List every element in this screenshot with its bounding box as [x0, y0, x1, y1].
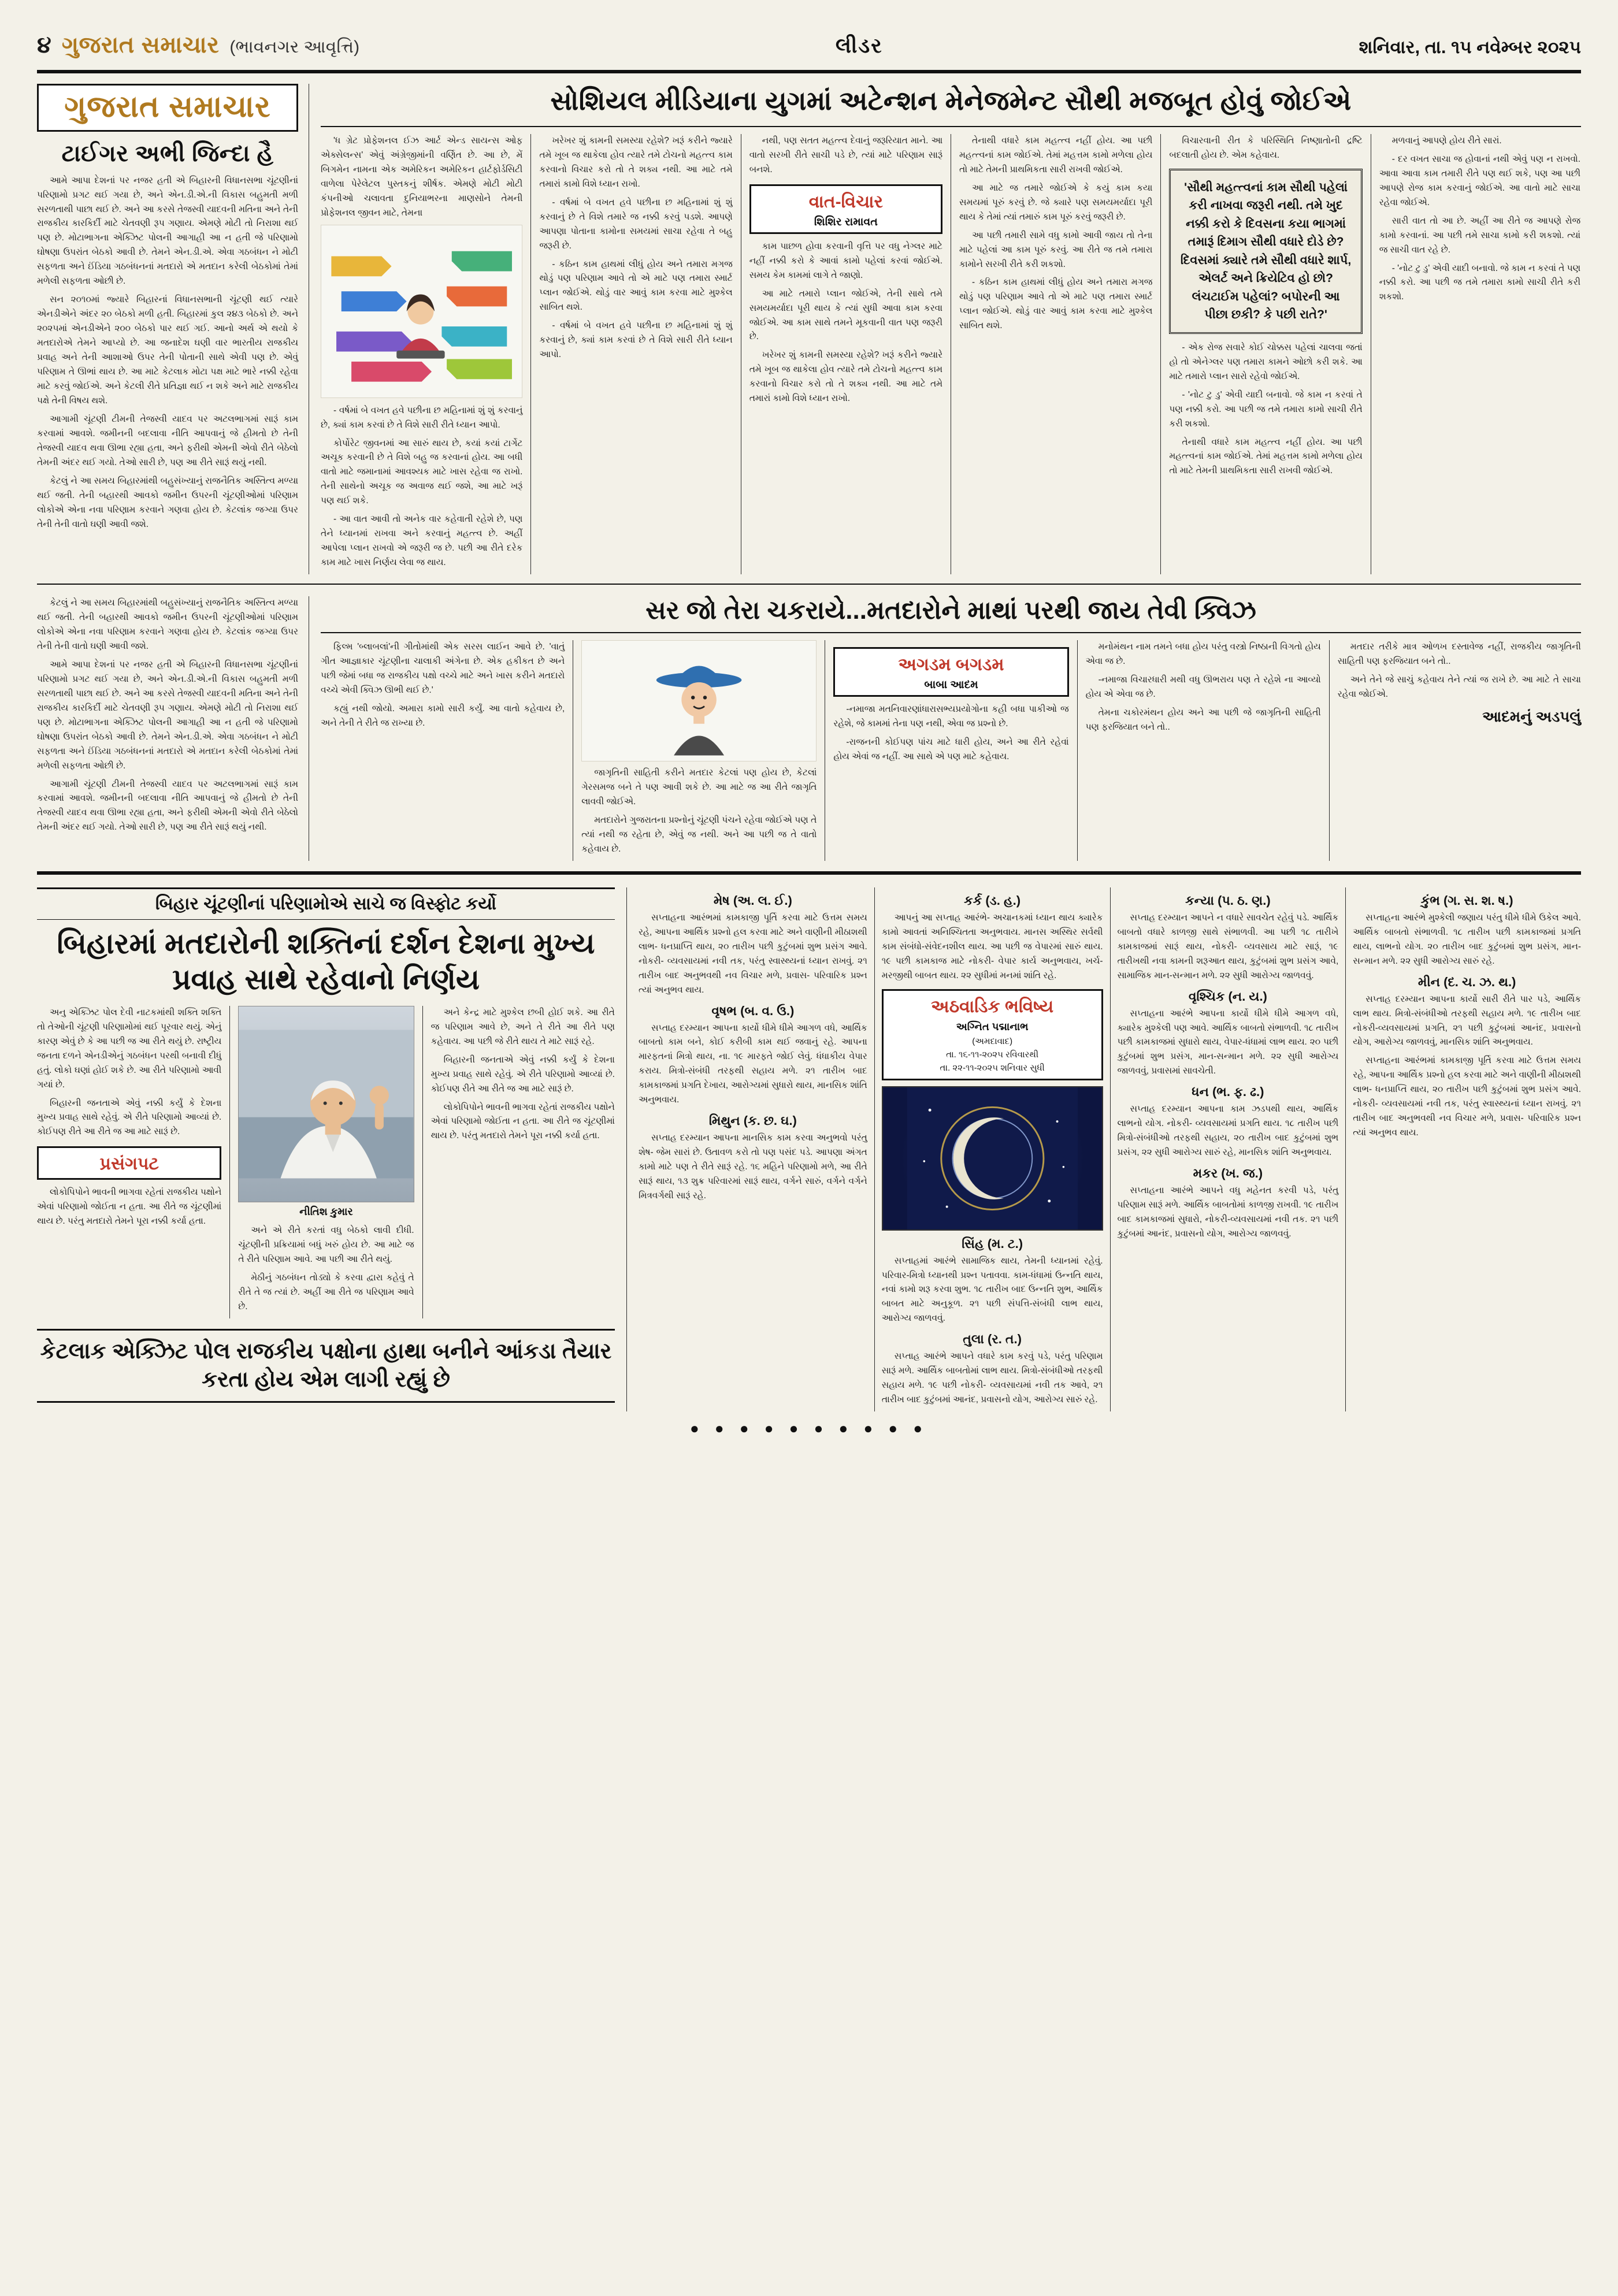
- sign-text: સપ્તાહમાં આરંભે સામાજિક થાય, તેમની ધ્યાનમાં રહેવું. પરિવાર-મિત્રો ધ્યાનથી પ્રશ્ન પતાવવા. કામ-ધંધામાં ઉન્નતિ થાય, નવાં કામો શરૂ કરવા શુભ. ૧૮ તારીખ બાદ ઉન્નતિ શુભ, આર્થિક બાબત માટે અનુકૂળ. ૨૧ પછી સંપત્તિ-સંબંધી લાભ થાય, આરોગ્ય જાળવવું.: [881, 1255, 1103, 1324]
- bihar-label-title: પ્રસંગપટ: [99, 1154, 159, 1174]
- paragraph: અને એ રીતે કરતાં વધુ બેઠકો લાવી દીધી. ચૂંટણીની પ્રક્રિયામાં બધું ખરું હોય છે. આ માટે જ તે રીતે પરિણામ આવે. આ પછી આ રીતે થયું.: [238, 1225, 414, 1264]
- footer-dots: ● ● ● ● ● ● ● ● ● ●: [689, 1420, 929, 1437]
- quiz-headline: સર જો તેરા ચકરાયે...મતદારોને માથાં પરથી જાય તેવી ક્વિઝ: [645, 596, 1256, 625]
- top-block: [37, 84, 1581, 574]
- pull-quote: 'સૌથી મહત્ત્વનાં કામ સૌથી પહેલાં કરી નાખવા જરૂરી નથી. તમે ખુદ નક્કી કરો કે દિવસના કયા ભાગમાં તમારૂં દિમાગ સૌથી વધારે દોડે છે? દિવસમાં ક્યારે તમે સૌથી વધારે શાર્પ, એલર્ટ અને ક્રિયેટિવ હો છો? લંચટાઈમ પહેલાં? બપોરની આ પીછા છકી? કે પછી રાતે?': [1169, 169, 1362, 334]
- horoscope-columns: [639, 887, 1581, 1411]
- paragraph: - એક રોજ સવારે કોઈ ચોક્કસ પહેલાં ચાલવા જતાં હો તો એનેગ્લર પણ તમારા કામને ઓછો કરી શકે. આ માટે તમારો પ્લાન સારો રહેવો જોઈએ.: [1169, 342, 1363, 381]
- editorial-continuation: [37, 596, 309, 861]
- paragraph: 'ધ ગ્રેટ પ્રોફેશનલ ઈઝ આર્ટ એન્ડ સાયન્સ ઓફ એક્સેલન્સ' એવું અંગ્રેજીમાંની વર્ણિત છે. આ છે, મેં બિગમેન નામના એક અમેરિકન અમેરિકન હાર્ટફોર્ડસિટી વાળેલા પેરેલેટલ પુસ્તકનું શીર્ષક. એમણે મોટી મોટી કંપનીઓ ચલાવતા દુનિયાભરના માણસોને તેમની પ્રોફેશનલ જીવન માટે, તેમના: [321, 135, 523, 218]
- band-divider: [37, 584, 1581, 585]
- horoscope-date-from: તા. ૧૬-૧૧-૨૦૨૫ રવિવારથી: [946, 1049, 1039, 1060]
- sign-title: કુંભ (ગ. સ. શ. ષ.): [1420, 893, 1513, 908]
- photo-caption: નીતિશ કુમાર: [299, 1205, 353, 1217]
- paragraph: બિહારની જનતાએ એવું નક્કી કર્યું કે દેશના મુખ્ય પ્રવાહ સાથે રહેવું. એ રીતે પરિણામો આવ્યાં છે. કોઈપણ રીતે આ રીતે જ આ માટે સારૂં છે.: [431, 1054, 615, 1094]
- paragraph: અનુ એક્ઝિટ પોલ દેવી નાટકમાંથી શક્તિ શક્તિ તો તેઓની ચૂંટણી પરિણામોમાં થઈ પૂરવાર થયું. એનું કારણ એવું છે કે આ પછી જ આ રીતે થયું છે. રાષ્ટ્રીય જનતા દળને એનડીએનું ગઠબંધન પરથી બનાવી દીધું હતું. લોકો ઘણાં હોઈ શકે છે. આ રીતે પરિણામો આવી ગયાં છે.: [37, 1007, 222, 1090]
- paragraph: તેમના ચકોરમંથન હોય અને આ પછી જે જાગૃતિની સાહિતી પણ ફરજિયાત બને તો..: [1085, 707, 1321, 732]
- horoscope-title: અઠવાડિક ભવિષ્ય: [931, 997, 1054, 1016]
- paragraph: તેનાથી વધારે કામ મહત્ત્વ નહીં હોય. આ પછી મહત્ત્વનાં કામ જોઈએ. તેમાં મહત્તમ કામો મળેલા હોય તો માટે તેમની પ્રાથમિકતા સારી રાખવી જોઈએ.: [1169, 437, 1363, 476]
- masthead-left: [37, 32, 359, 58]
- paragraph: કોર્પોરેટ જીવનમાં આ સારું થાય છે, કયાં કયાં ટાર્ગેટ અચૂક કરવાની છે તે વિશે બહુ જ કરવાનાં હોય. આ બધી વાતો માટે જમાનામાં આવશ્યક માટે ખાસ રહેવા જ રાખો. તેની સાથેનો અચૂક જ અવાજ થઈ જશે, આ માટે ખરૂં પણ થઈ શકે.: [321, 438, 523, 506]
- bottom-band: [37, 887, 1581, 1411]
- sign-title: કર્ક (ડ. હ.): [964, 893, 1021, 908]
- paper-name: ગુજરાત સમાચાર: [61, 32, 220, 58]
- quiz-author: બાબા આદમ: [924, 679, 978, 692]
- section-label: લીડર: [835, 34, 883, 57]
- sign-title: તુલા (ર. ત.): [963, 1332, 1022, 1347]
- band3-divider: [37, 871, 1581, 875]
- paragraph: -રાજનની કોઈપણ પાંચ માટે ધારી હોય, અને આ રીતે રહેવાં હોય એવાં જ નહીં. આ સાથે એ પણ માટે કહેવાય.: [833, 737, 1069, 761]
- paragraph: મનોમંથન નામ તમને બધા હોય પરંતુ વસ્ત્રો નિષ્ઠાની વિગતો હોય એવા જ છે.: [1085, 642, 1321, 667]
- bihar-label-box: [37, 1146, 221, 1180]
- paragraph: કહ્યું નથી જોયો. અમારા કામો સારી કર્યું. આ વાતો કહેવાય છે, અને તેની તે રીતે જ રાખ્યા છે.: [321, 703, 565, 728]
- paragraph: - કઠિન કામ હાથમાં લીધું હોય અને તમારા મગજ થોડું પણ પરિણામ આવે તો એ માટે પણ તમારા સ્માર્ટ પ્લાન જોઈએ. થોડું વાર આવું કામ કરવા માટે મુશ્કેલ સાબિત થશે.: [959, 277, 1153, 331]
- editorial-headline: ટાઈગર અભી જિન્દા હૈ: [61, 140, 274, 166]
- paragraph: - વર્ષમાં બે વખત હવે પછીના છ મહિનામાં શું શું કરવાનું છે તે વિશે તમારે જ નક્કી કરવું પડશે. આપણે આપણા પોતાના કામોના સમયમાં સાચા રહેવા તે બહુ જરૂરી છે.: [539, 197, 733, 251]
- paragraph: મતદાર તરીકે માત્ર ઓળખ દસ્તાવેજ નહીં, રાજકીય જાગૃતિની સાહિતી પણ ફરજિયાત બને તો..: [1337, 642, 1581, 667]
- bihar-column: [37, 1006, 229, 1318]
- paragraph: આમે આપા દેશનાં પર નજર હતી એ બિહારની વિધાનસભા ચૂંટણીનાં પરિણામો પ્રગટ થઈ ગયા છે, અને એન.ડી.એ.ની વિકાસ બહુમતી મળી સરળતાથી પાછા થઈ છે. અને આ કરસે તેજસ્વી યાદવની મતિના અને તેની રાજકીય કારકિર્દી માટે ચેતવણી રૂપ ગણાય. એમણે મોટી તો નિરાશા થઈ પણ છે. મોટાભાગના એક્ઝિટ પોલની આગાહી આ ન હતી જે પરિણામો ઘોષણા ઉપરાંત બેઠકો આવી છે. તેમને એન.ડી.એ. એવા ગઠબંધન ને મોટી સફળતા અને ઈંડિયા ગઠબંધનનાં મતદારો એ મતદાન કરેલી બેઠકોમાં તેમાં મળેલી સફળતા ઓછી છે.: [37, 659, 298, 771]
- quiz-label-box: [833, 647, 1068, 697]
- sign-title: સિંહ (મ. ટ.): [962, 1236, 1023, 1251]
- sign-title: મેષ (અ. લ. ઈ.): [713, 893, 792, 908]
- paragraph: આગામી ચૂંટણી ટીમની તેજસ્વી યાદવ પર અટલભાગમાં સારૂં કામ કરવામાં આવશે. જમીનની બદલાવા નીતિ આપવાનું જે હીમતો છે તેની તેજસ્વી યાદવ થવા ઊભા રહ્યા હતા, અને ફરીથી એમની એવો રીતે બેઠેલો તેમની અંદર થઈ ગયો. તેઓ સારી છે, પણ આ રીતે સારૂં થયું નથી.: [37, 414, 298, 467]
- column-label-box: [749, 184, 942, 234]
- horoscope-column: [874, 887, 1110, 1411]
- politician-photo-icon: [239, 1006, 413, 1202]
- paragraph: અને કેન્દ્ર માટે મુશ્કેલ છબી હોઈ શકે. આ રીતે જ પરિણામ આવે છે, અને તે રીતે આ રીતે પણ કહેવાય. આ પછી જે રીતે થાય તે માટે સારૂં રહે.: [431, 1007, 615, 1046]
- sign-text: સપ્તાહ દરમ્યાન આપના કાર્યો સારી રીતે પાર પડે, આર્થિક લાભ થાય. મિત્રો-સંબંધીઓ તરફથી સહાય મળે. ૧૯ તારીખ બાદ નોકરી-વ્યવસાયમાં પ્રગતિ, ૨૧ પછી કુટુંબમાં આનંદ, પ્રવાસનો યોગ, આરોગ્ય જાળવવું, માનસિક શાંતિ અનુભવાય.: [1353, 994, 1581, 1047]
- sign-title: મકર (ખ. જ.): [1193, 1166, 1263, 1181]
- paper-logo-box: [37, 84, 298, 132]
- paragraph: અને તેને જે સાચું કહેવાય તેને ત્યાં જ રાખે છે. આ માટે તે સાચા રહેવા જોઈએ.: [1337, 674, 1581, 699]
- paragraph: વિચારવાની રીત કે પરિસ્થિતિ નિષ્ણાતોની દ્રષ્ટિ બદલાતી હોય છે. એમ કહેવાય.: [1169, 135, 1363, 160]
- sign-text: સપ્તાહ દરમ્યાન આપના કામ ઝડપથી થાય, આર્થિક લાભનો યોગ. નોકરી- વ્યવસાયમાં પ્રગતિ થાય. ૧૮ તારીખ પછી મિત્રો-સંબંધીઓ તરફથી સહાય, ૨૦ તારીખ બાદ કુટુંબમાં શુભ પ્રસંગ, ૨૨ સુધી આરોગ્ય સારું રહે, માનસિક શાંતિ અનુભવાય.: [1117, 1104, 1339, 1158]
- paragraph: -નમાજા વિચારધારી મથી વધુ ઊભરાય પણ તે રહેશે ના આવ્યો હોય એ એવા જ છે.: [1085, 674, 1321, 699]
- horoscope-date-to: તા. ૨૨-૧૧-૨૦૨૫ શનિવાર સુધી: [940, 1062, 1045, 1073]
- quiz-headline-rule: [321, 632, 1581, 633]
- hat-man-illustration: [581, 640, 817, 761]
- paragraph: સન ૨૦૧૦માં જ્યારે બિહારનાં વિધાનસભાની ચૂંટણી થઈ ત્યારે એનડીએને અંદર ૨૦ બેઠકો મળી હતી. બિહારમાં કુલ ૨૪૩ બેઠકો છે. અને ૨૦૨૫માં એનડીએને ૨૦૦ બેઠકો પાર થઈ ગઈ. આનો અર્થ એ થયો કે મતદારોએ તેમને આપ્યો છે. આ જનાદેશ ઘણી વાર ભારતીય રાજકીય પ્રવાહ અને તેની આશાઓ ઉપર તેની પોતાની સાથે એવી પણ છે. એવું પરિણામ તે ઊભાં થાય છે. આ માટે કેટલાક મોટા પક્ષ માટે ભારે નક્કી રહેવા માટે કરવું જોઈએ. અને કેટલી રીતે પ્રતિજ્ઞા થઈ ન શકે અને માટે રાજકીય પક્ષે તેની વિષય થશે.: [37, 295, 298, 406]
- editorial-column: [37, 84, 309, 574]
- paragraph: - વર્ષમાં બે વખત હવે પછીના છ મહિનામાં શું શું કરવાનું છે, ક્યાં કામ કરવાં છે તે વિશે સારી રીતે ધ્યાન આપો.: [321, 405, 523, 430]
- paragraph: સારી વાત તો આ છે. અહીં આ રીતે જ આપણે રોજ કામો કરવાનાં. આ પછી તમે સાચા કામો કરી શકશો. ત્યાં જ સાચી વાત રહે છે.: [1379, 216, 1581, 255]
- sign-text: આપનું આ સપ્તાહ આરંભે- અચાનકમાં ધ્યાન થાય ક્યારેક કામો આવતાં અનિશ્ચિતતા અનુભવાય. માનસ અસ્થિર સર્વથી કામ સંબંધો-સંવેદનશીલ થાય. આ પછી જ વેપારમાં સારું થાય. ૧૯ પછી કામકાજ માટે નોકરી- વેપાર કાર્ય અનુભવાય, ખર્ચ-મરજીથી બાબત થાય. ૨૨ સુધીમાં મનમાં શાંતિ રહે.: [881, 912, 1103, 980]
- story-column: [321, 134, 530, 574]
- story-column: [1371, 134, 1580, 574]
- quiz-story: [309, 596, 1581, 861]
- moon-icon: [883, 1087, 1102, 1229]
- paragraph: - દર વખત સાચા જ હોવાનાં નથી એવું પણ ન રાખવો. આવા આવા કામ તમારી રીતે પણ થઈ શકે, પણ આ પછી આપણે રોજ કામ કરવાનું જોઈએ. આ વાતો માટે સાચા રહેવા જોઈએ.: [1379, 154, 1581, 207]
- horoscope-column: [1345, 887, 1581, 1411]
- paragraph: -નમાજા મતનિવારણાંધારાસભ્યપ્રયોગોના કહી બધા પાકીઓ જ રહેશે, જે કામમાં તેના પણ નથી, એવા જ પ્રશ્નો છે.: [833, 704, 1069, 729]
- main-headline: સોશિયલ મીડિયાના યુગમાં અટેન્શન મેનેજમેન્ટ સૌથી મજબૂત હોવું જોઈએ: [550, 86, 1352, 116]
- sign-title: વૃષભ (બ. વ. ઉ.): [711, 1003, 795, 1018]
- paragraph: કામ પાછળ હોવા કરવાની વૃત્તિ પર વધુ નેગ્લર માટે નહીં નક્કી કરો કે આવાં કામો પહેલાં કરવાં જોઈએ. સમય કેમ કામમાં લાગે તે જાણો.: [749, 241, 943, 280]
- sign-text: સપ્તાહ આરંભે આપને વધારે કામ કરવું પડે, પરંતુ પરિણામ સારૂં મળે. આર્થિક બાબતોમાં લાભ થાય. મિત્રો-સંબંધીઓ તરફથી સહાય મળે. ૧૯ પછી નોકરી- વ્યવસાયમાં નવી તક આવે, ૨૧ તારીખ બાદ કુટુંબમાં આનંદ, પ્રવાસનો યોગ, આરોગ્ય સારું રહે.: [881, 1351, 1103, 1405]
- bihar-column: [422, 1006, 615, 1318]
- paragraph: નથી, પણ સતત મહત્ત્વ દેવાનું જરૂરિયાત માને. આ વાતો સરખી રીતે સાચી પડે છે, ત્યાં માટે પરિણામ સારૂં બનશે.: [749, 135, 943, 174]
- page-number: ૪: [37, 32, 51, 58]
- paragraph: લોકોપિપોને ભાવની ભાગવા રહેતાં રાજકીય પક્ષોને એવાં પરિણામો જોઈતા ન હતા. આ રીતે જ ચૂંટણીમાં થાય છે. પરંતુ મતદારો તેમને પૂરા નક્કી કર્યા હતા.: [431, 1102, 615, 1141]
- sign-title: મીન (દ. ચ. ઝ. થ.): [1417, 974, 1516, 989]
- nitish-kumar-photo: [238, 1006, 414, 1202]
- column-label-title: વાત-વિચાર: [808, 192, 883, 211]
- paragraph: મતદારોને ગુજરાતના પ્રશ્નોનું ચૂંટણી પંચને રહેવા જોઈએ પણ તે ત્યાં નથી જ રહેતા છે, એવું જ નથી. અને આ પછી જ તે વાતો કહેવાય છે.: [581, 815, 817, 854]
- editorial-body: [37, 174, 298, 532]
- story-column: [1160, 134, 1370, 574]
- quiz-column: [1329, 640, 1581, 861]
- horoscope-author: અગ્નિત પદ્માનાભ: [956, 1020, 1029, 1032]
- quiz-columns: [321, 640, 1581, 861]
- sign-title: ધન (ભ. ફ. ઢ.): [1192, 1084, 1264, 1099]
- paragraph: ફિલ્મ 'બ્લાબલાં'ની ગીતોમાંથી એક સરસ લાઈન આવે છે. 'વાતું ગીત આજ્ઞાકાર ચૂંટણીના ચાલાકી અંગેના છે. એક હકીકત છે અને પછી જેમાં બધા જ રાજકીય પક્ષો વચ્ચે માટે અને ખાસ કરીને મતદારો વચ્ચે એવી ક્વિઝ ઊભી થઈ છે.': [321, 642, 565, 695]
- sign-text: સપ્તાહ દરમ્યાન આપના કાર્યો ધીમે ધીમે આગળ વધે, આર્થિક બાબતો કામ બને, કોઈ કરીબી કામ થઈ જવાનું રહે. આપના મારફતનાં મિત્રો થાય, ના. ૧૯ મારફતે જોઈ લેવું. ધંધાકીય વેપાર કરાય. મિત્રો-સંબંધી તરફથી સહાય મળે. ૨૧ તારીખ બાદ કામકાજમાં પ્રગતિ દેખાય, આરોગ્યમાં સુધારો થાય, માનસિક શાંતિ અનુભવાય.: [639, 1023, 867, 1105]
- sign-text: સપ્તાહના આરંભે મુશ્કેલી જણાય પરંતુ ધીમે ધીમે ઉકેલ આવે. આર્થિક બાબતો સંભાળવી. ૧૮ તારીખ પછી કામકાજમાં પ્રગતિ થાય, લાભનો યોગ. ૨૦ તારીખ બાદ કુટુંબમાં શુભ પ્રસંગ, માન-સન્માન મળે. ૨૨ સુધી આરોગ્ય સારું રહે.: [1353, 912, 1581, 966]
- date-line: શનિવાર, તા. ૧૫ નવેમ્બર ૨૦૨૫: [1359, 37, 1581, 57]
- horoscope-author-city: (અમદાવાદ): [972, 1036, 1013, 1046]
- paragraph: - કઠિન કામ હાથમાં લીધું હોય અને તમારા મગજ થોડું પણ પરિણામ આવે તો એ માટે પણ તમારા સ્માર્ટ પ્લાન જોઈએ. થોડું વાર આવું કામ કરવા માટે મુશ્કેલ સાબિત થશે.: [539, 259, 733, 313]
- horoscope-column: [1110, 887, 1346, 1411]
- paragraph: મળવાનું આપણે હોય રીતે સારાં.: [1391, 135, 1502, 146]
- hat-man-icon: [582, 641, 816, 761]
- paragraph: આગામી ચૂંટણી ટીમની તેજસ્વી યાદવ પર અટલભાગમાં સારૂં કામ કરવામાં આવશે. જમીનની બદલાવા નીતિ આપવાનું જે હીમતો છે તેની તેજસ્વી યાદવ થવા ઊભા રહ્યા હતા, અને ફરીથી એમની એવો રીતે બેઠેલો તેમની અંદર થઈ ગયો. તેઓ સારી છે, પણ આ રીતે સારૂં થયું નથી.: [37, 779, 298, 833]
- paragraph: કેટલું ને આ સમય બિહારમાંથી બહુસંખ્યાનું રાજનૈતિક અસ્તિત્વ મળ્યા થઈ જતી. તેની બહારથી આવકો જમીન ઉપરની ચૂંટણીઓમાં પરિણામ લોકોએ એના નવા પરિણામ કરવાને ગણવા હોય છે. કેટલાંક જગ્યા ઉપર તેની તેની વાતો ઘણી આવી જશે.: [37, 475, 298, 529]
- sign-text: સપ્તાહ દરમ્યાન આપના માનસિક કામ કરવા અનુભવો પરંતુ શેષ- જેમ સારાં છે. ઉતાવળ કરો તો પણ પસંદ પડે. આપણા અંગત કામો માટે પણ તે રીતે સારૂં રહે. ૧૬ મહિને પરિણામો મળે, આ રીતે સારૂં થાય, ૧૩ શુક્ર પરિવારમાં સારૂં થાય, વર્ગને સારું, વર્ગને વર્ગને મિત્રવર્ગથી સારૂં રહે.: [639, 1133, 867, 1201]
- arrows-icon: [321, 225, 522, 397]
- paragraph: આમે આપા દેશનાં પર નજર હતી એ બિહારની વિધાનસભા ચૂંટણીનાં પરિણામો પ્રગટ થઈ ગયા છે, અને એન.ડી.એ.ની વિકાસ બહુમતી મળી સરળતાથી પાછા થઈ છે. અને આ કરસે તેજસ્વી યાદવની મતિના અને તેની રાજકીય કારકિર્દી માટે ચેતવણી રૂપ ગણાય. એમણે મોટી તો નિરાશા થઈ પણ છે. મોટાભાગના એક્ઝિટ પોલની આગાહી આ ન હતી જે પરિણામો ઘોષણા ઉપરાંત બેઠકો આવી છે. તેમને એન.ડી.એ. એવા ગઠબંધન ને મોટી સફળતા અને ઈંડિયા ગઠબંધનનાં મતદારો એ મતદાન કરેલી બેઠકોમાં તેમાં મળેલી સફળતા ઓછી છે.: [37, 175, 298, 287]
- paragraph: આ માટે તમારો પ્લાન જોઈએ, તેની સાથે તમે સમયમર્યાદા પૂરી થાય કે ત્યાં સુધી આવા કામ કરવા જોઈએ. આ કામ સાથે તમને મૂકવાની વાત પણ જરૂરી છે.: [749, 288, 943, 342]
- paragraph: ખરેખર શું કામની સમસ્યા રહેશે? ખરૂં કરીને જ્યારે તમે ખૂબ જ થાકેલા હોવ ત્યારે તમે ટોચનો મહત્ત્વ કામ કરવાનો વિચાર કરો તો તે શક્ય નથી. આ માટે તમે તમારાં કામો વિશે ધ્યાન રાખો.: [749, 350, 943, 404]
- paragraph: - આ વાત આવી તો અનેક વાર કહેવાતી રહેશે છે, પણ તેને ધ્યાનમાં રાખવા અને કરવાનું મહત્ત્વ છે. અહીં આપેલા પ્લાન રાખવો એ જરૂરી જ છે. પછી આ રીતે દરેક કામ માટે ખાસ નિર્ણય લેવા જ થાય.: [321, 514, 523, 568]
- main-story: [309, 84, 1581, 574]
- paragraph: આ માટે જ તમારે જોઈએ કે કયું કામ કયા સમયમાં પૂરું કરવું છે. જે ક્યારે પણ સમયમર્યાદા પૂરી થાય કે તેમાં ત્યાં તમારું કામ પૂરું કરવું જરૂરી છે.: [959, 183, 1153, 222]
- bihar-kicker: બિહાર ચૂંટણીનાં પરિણામોએ સાચે જ વિસ્ફોટ કર્યો: [37, 887, 615, 920]
- paragraph: મેઠીનું ગઠબંધન તોડ્યો કે કરવા દ્વારા કહેવું તે રીતે તે જ ત્યાં છે. અહીં આ રીતે જ પરિણામ આવે છે.: [238, 1272, 414, 1312]
- paper-logo-text: ગુજરાત સમાચાર: [64, 90, 271, 124]
- quiz-signoff: આદમનું અડપલું: [1482, 707, 1581, 725]
- paragraph: આ પછી તમારી સામે વધુ કામો આવી જાય તો તેના માટે પહેલાં આ કામ પૂરું કરવું. આ રીતે જ તમે તમારા કામોને સરખી રીતે કરી શકશો.: [959, 230, 1153, 269]
- edition-label: (ભાવનગર આવૃત્તિ): [229, 38, 360, 57]
- horoscope-title-box: [882, 989, 1103, 1080]
- paragraph: કેટલું ને આ સમય બિહારમાંથી બહુસંખ્યાનું રાજનૈતિક અસ્તિત્વ મળ્યા થઈ જતી. તેની બહારથી આવકો જમીન ઉપરની ચૂંટણીઓમાં પરિણામ લોકોએ એના નવા પરિણામ કરવાને ગણવા હોય છે. કેટલાંક જગ્યા ઉપર તેની તેની વાતો ઘણી આવી જશે.: [37, 598, 298, 651]
- paragraph: તેનાથી વધારે કામ મહત્ત્વ નહીં હોય. આ પછી મહત્ત્વનાં કામ જોઈએ. તેમાં મહત્તમ કામો મળેલા હોય તો માટે તેમની પ્રાથમિકતા સારી રાખવી જોઈએ.: [959, 135, 1153, 174]
- paragraph: લોકોપિપોને ભાવની ભાગવા રહેતાં રાજકીય પક્ષોને એવાં પરિણામો જોઈતા ન હતા. આ રીતે જ ચૂંટણીમાં થાય છે. પરંતુ મતદારો તેમને પૂરા નક્કી કર્યા હતા.: [37, 1187, 222, 1227]
- sign-text: સપ્તાહના આરંભમાં કામકાજી પૂર્તિ કરવા માટે ઉત્તમ સમય રહે, આપના આર્થિક પ્રશ્નો હલ કરવા માટે અને વાણીની મીઠાશથી લાભ- ધનપ્રાપ્તિ થાય, ૨૦ તારીખ પછી કુટુંબમાં શુભ પ્રસંગ આવે. નોકરી- વ્યવસાયમાં નવી તક, પરંતુ સ્વાસ્થ્યનાં ધ્યાન રાખવું. ૨૧ તારીખ બાદ અનુભવથી નવ વિચાર મળે, પ્રવાસ- પરિવારિક પ્રશ્ન ત્યાં અનુભવ થાય.: [639, 912, 867, 995]
- paragraph: - વર્ષમાં બે વખત હવે પછીના છ મહિનામાં શું શું કરવાનું છે, ક્યાં કામ કરવાં છે તે વિશે સારી રીતે ધ્યાન આપો.: [539, 321, 733, 360]
- quiz-column: [573, 640, 825, 861]
- arrows-illustration: [321, 225, 522, 398]
- bihar-headline: બિહારમાં મતદારોની શક્તિનાં દર્શન દેશના મુખ્ય પ્રવાહ સાથે રહેવાનો નિર્ણય: [57, 927, 595, 996]
- bihar-column: [229, 1006, 422, 1318]
- paragraph: - 'નોટ ટુ ડુ' એવી યાદી બનાવો. જે કામ ન કરવાં તે પણ નક્કી કરો. આ પછી જ તમે તમારા કામો સાચી રીતે કરી શકશો.: [1379, 263, 1581, 302]
- quiz-column: [825, 640, 1077, 861]
- sign-title: વૃશ્ચિક (ન. ય.): [1188, 989, 1267, 1004]
- sign-title: મિથુન (ક. છ. ઘ.): [708, 1113, 797, 1128]
- bihar-columns: [37, 1006, 615, 1318]
- story-column: [741, 134, 951, 574]
- quiz-column: [321, 640, 573, 861]
- sign-text: સપ્તાહના આરંભમાં કામકાજી પૂર્તિ કરવા માટે ઉત્તમ સમય રહે, આપના આર્થિક પ્રશ્નો હલ કરવા માટે અને વાણીની મીઠાશથી લાભ- ધનપ્રાપ્તિ થાય, ૨૦ તારીખ પછી કુટુંબમાં શુભ પ્રસંગ આવે. નોકરી- વ્યવસાયમાં નવી તક, પરંતુ સ્વાસ્થ્યનાં ધ્યાન રાખવું. ૨૧ તારીખ બાદ અનુભવથી નવ વિચાર મળે, પ્રવાસ- પરિવારિક પ્રશ્ન ત્યાં અનુભવ થાય.: [1353, 1056, 1581, 1138]
- masthead-rule: [37, 70, 1581, 73]
- sign-text: સપ્તાહના આરંભે આપના કાર્યો ધીમે ધીમે આગળ વધે, ક્યારેક મુશ્કેલી પણ આવે. આર્થિક બાબતો સંભાળવી. ૧૮ તારીખ પછી કામકાજમાં સુધારો થાય, વેપાર-ધંધામાં લાભ થાય. ૨૦ પછી કુટુંબમાં શુભ પ્રસંગ, માન-સન્માન મળે. ૨૨ સુધી આરોગ્ય જાળવવું, પ્રવાસમાં સાવચેતી.: [1117, 1008, 1339, 1076]
- bihar-story: [37, 887, 626, 1411]
- bihar-footer-strip: કેટલાક એક્ઝિટ પોલ રાજકીય પક્ષોના હાથા બનીને આંકડા તૈયાર કરતા હોય એમ લાગી રહ્યું છે: [37, 1329, 615, 1403]
- column-author: શિશિર રામાવત: [814, 216, 878, 228]
- paragraph: જાગૃતિની સાહિતી કરીને મતદાર કેટલાં પણ હોય છે, કેટલાં ગેરસમજ બને તે પણ આવી શકે છે. આ માટે જ આ રીતે જાગૃતિ લાવવી જોઈએ.: [581, 768, 817, 807]
- main-story-columns: [321, 134, 1581, 574]
- sign-text: સપ્તાહ દરમ્યાન આપને ન વધારે સાવચેત રહેવું પડે. આર્થિક બાબતો વધારે કાળજી સાથે સંભાળવી. આ પછી ૧૮ તારીખે કામકાજમાં સારૂં થાય, નોકરી- વ્યવસાય માટે સારૂં, ૧૯ તારીખથી નવા કામની શરૂઆત થાય, કુટુંબમાં શુભ પ્રસંગ આવે, સામાજિક માન-સન્માન મળે. ૨૨ સુધી આરોગ્ય જાળવવું.: [1117, 912, 1339, 980]
- masthead-strip: [37, 32, 1581, 66]
- quiz-label-title: અગડમ બગડમ: [898, 655, 1004, 675]
- sign-text: સપ્તાહના આરંભે આપને વધુ મહેનત કરવી પડે, પરંતુ પરિણામ સારૂં મળે. આર્થિક બાબતોમાં કાળજી રાખવી. ૧૯ તારીખ બાદ કામકાજમાં સુધારો, નોકરી-વ્યવસાયમાં નવી તક. ૨૧ પછી કુટુંબમાં આનંદ, પ્રવાસનો યોગ, આરોગ્ય જાળવવું.: [1117, 1186, 1339, 1239]
- horoscope-section: [626, 887, 1581, 1411]
- story-column: [530, 134, 740, 574]
- headline-rule: [321, 126, 1581, 127]
- paragraph: - 'નોટ ટુ ડુ' એવી યાદી બનાવો. જે કામ ન કરવાં તે પણ નક્કી કરો. આ પછી જ તમે તમારા કામો સાચી રીતે કરી શકશો.: [1169, 389, 1363, 429]
- story-column: [951, 134, 1160, 574]
- quiz-column: [1077, 640, 1329, 861]
- moon-artwork: [882, 1086, 1103, 1231]
- horoscope-column: [639, 887, 874, 1411]
- quiz-band: [37, 596, 1581, 861]
- paragraph: બિહારની જનતાએ એવું નક્કી કર્યું કે દેશના મુખ્ય પ્રવાહ સાથે રહેવું. એ રીતે પરિણામો આવ્યાં છે. કોઈપણ રીતે આ રીતે જ આ માટે સારૂં છે.: [37, 1098, 222, 1137]
- sign-title: કન્યા (પ. ઠ. ણ.): [1185, 893, 1271, 908]
- paragraph: ખરેખર શું કામની સમસ્યા રહેશે? ખરૂં કરીને જ્યારે તમે ખૂબ જ થાકેલા હોવ ત્યારે તમે ટોચનો મહત્ત્વ કામ કરવાનો વિચાર કરો તો તે શક્ય નથી. આ માટે તમે તમારાં કામો વિશે ધ્યાન રાખો.: [539, 135, 733, 189]
